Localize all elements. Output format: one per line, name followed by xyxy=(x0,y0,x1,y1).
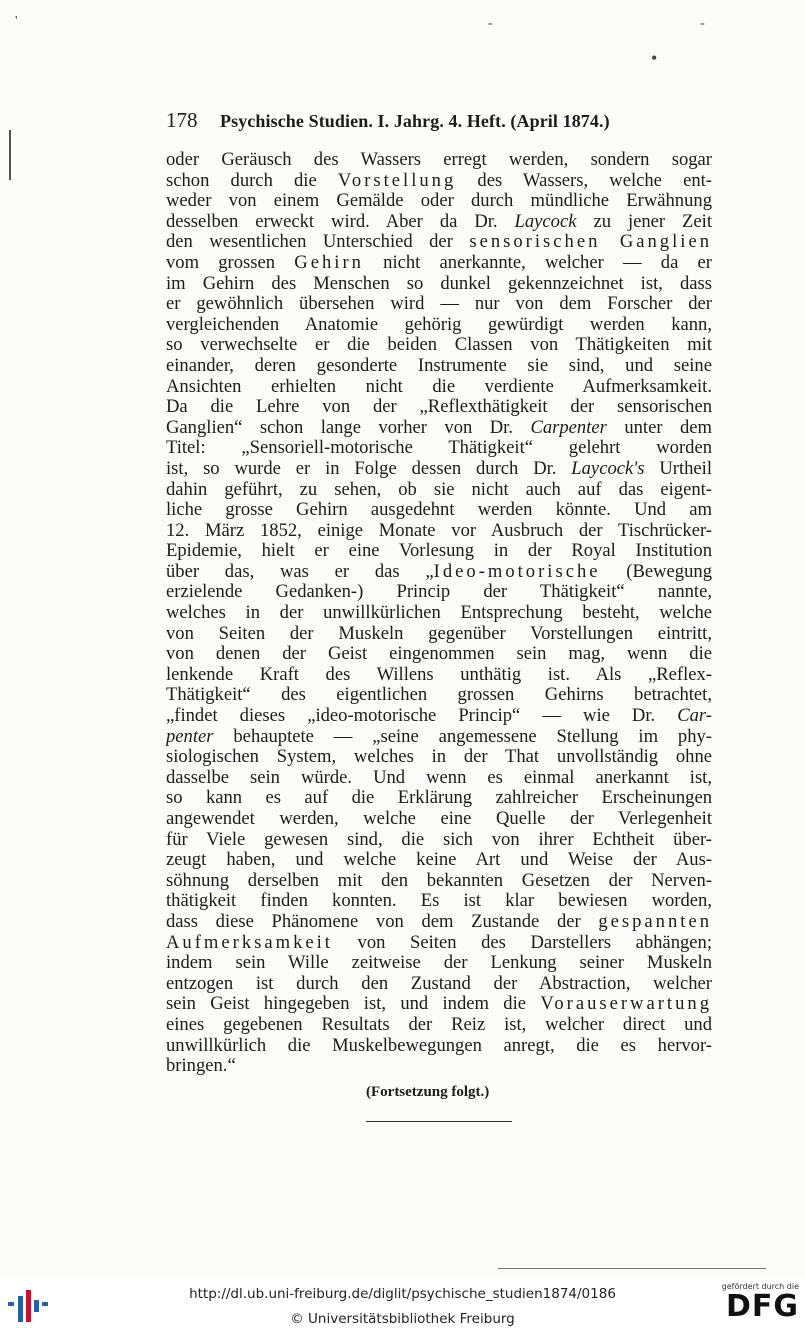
text-segment: „findet dieses „ideo-motorische Princip“ — wie Dr. xyxy=(166,706,678,727)
text-segment: Thätigkeit“ des eigentlichen grossen Gehirns betrachtet, xyxy=(166,685,712,706)
text-segment: erzielende Gedanken-) Princip der Thätigkeit“ nannte, xyxy=(166,582,712,603)
text-segment: Car- xyxy=(677,706,712,727)
text-segment: vom grossen xyxy=(166,252,295,273)
text-line xyxy=(166,891,712,912)
text-line xyxy=(166,1036,712,1057)
text-segment: bringen.“ xyxy=(166,1056,236,1077)
text-segment: zu jener Zeit xyxy=(576,211,712,232)
text-segment: den wesentlichen Unterschied der xyxy=(166,232,470,253)
text-segment: von denen der Geist eingenommen sein mag, wenn die xyxy=(166,644,712,665)
text-line xyxy=(166,356,712,377)
dfg-wordmark: DFG xyxy=(725,1289,799,1324)
text-segment: welches in der unwillkürlichen Entsprechung besteht, welche xyxy=(166,603,712,624)
text-segment: von Seiten des Darstellers abhängen; xyxy=(332,932,712,953)
text-segment: Vorauserwartung xyxy=(540,994,712,1015)
text-segment: Vorstellung xyxy=(337,170,457,191)
text-segment: (Bewegung xyxy=(600,561,712,582)
text-segment: für Viele gewesen sind, die sich von ihrer Echtheit über- xyxy=(166,829,712,850)
text-segment: dass diese Phänomene von dem Zustande der xyxy=(166,911,599,932)
text-line xyxy=(166,582,712,603)
text-segment: dasselbe sein würde. Und wenn es einmal anerkannt ist, xyxy=(166,767,712,788)
text-segment: schon durch die xyxy=(166,170,338,191)
text-segment: sensorischen Ganglien xyxy=(469,232,712,253)
text-segment: 12. März 1852, einige Monate vor Ausbruch der Tischrücker- xyxy=(166,520,712,541)
text-line xyxy=(166,603,712,624)
text-segment: gespannten xyxy=(598,911,712,932)
document-url[interactable]: http://dl.ub.uni-freiburg.de/diglit/psychische_studien1874/0186 xyxy=(189,1286,616,1302)
text-line xyxy=(166,150,712,171)
text-segment: indem sein Wille zeitweise der Lenkung seiner Muskeln xyxy=(166,953,712,974)
text-line xyxy=(166,747,712,768)
running-title: Psychische Studien. I. Jahrg. 4. Heft. (April 1874.) xyxy=(220,111,610,131)
text-line xyxy=(166,974,712,995)
text-line xyxy=(166,624,712,645)
text-segment: Ganglien“ schon lange vorher von Dr. xyxy=(166,417,531,438)
text-segment: weder von einem Gemälde oder durch mündliche Erwähnung xyxy=(166,191,712,212)
text-segment: angewendet werden, welche eine Quelle der Verlegenheit xyxy=(166,809,712,829)
text-line xyxy=(166,809,712,830)
text-segment: sein Geist hingegeben ist, und indem die xyxy=(166,994,541,1015)
text-line xyxy=(166,377,712,398)
text-segment: desselben erweckt wird. Aber da Dr. xyxy=(166,211,515,232)
text-segment: siologischen System, welches in der That unvollständig ohne xyxy=(166,747,712,768)
text-segment: Aufmerksamkeit xyxy=(166,932,333,953)
text-segment: Carpenter xyxy=(530,417,607,438)
text-segment: über das, was er das „ xyxy=(166,561,434,582)
text-segment: Epidemie, hielt er eine Vorlesung in der Royal Institution xyxy=(166,541,712,562)
text-line xyxy=(166,521,712,542)
text-line xyxy=(166,232,712,253)
text-line xyxy=(166,253,712,274)
text-line xyxy=(166,850,712,871)
text-segment: eines gegebenen Resultats der Reiz ist, welcher direct und xyxy=(166,1014,712,1035)
text-segment: nicht anerkannte, welcher — da er xyxy=(363,252,712,273)
text-segment: unwillkürlich die Muskelbewegungen anregt, die es hervor- xyxy=(166,1035,712,1056)
text-segment: er gewöhnlich übersehen wird — nur von dem Forscher der xyxy=(166,294,712,315)
text-line xyxy=(166,438,712,459)
text-segment: Titel: „Sensoriell-motorische Thätigkeit“ gelehrt worden xyxy=(166,438,712,459)
text-line xyxy=(166,644,712,665)
running-header xyxy=(166,108,712,133)
text-segment: Laycock's xyxy=(571,458,645,479)
dfg-caption: gefördert durch die xyxy=(721,1282,799,1291)
text-segment: des Wassers, welche ent- xyxy=(456,170,712,191)
text-segment: unter dem xyxy=(606,417,712,438)
text-line xyxy=(166,1015,712,1036)
text-line xyxy=(166,727,712,748)
text-segment: liche grosse Gehirn ausgedehnt werden könnte. Und am xyxy=(166,500,712,521)
text-line xyxy=(166,191,712,212)
text-line xyxy=(166,830,712,851)
text-line xyxy=(166,418,712,439)
text-line xyxy=(166,480,712,501)
binding-shadow xyxy=(9,130,11,180)
scan-speck: ' xyxy=(15,14,18,29)
text-line xyxy=(166,562,712,583)
text-line xyxy=(166,541,712,562)
body-text xyxy=(166,150,712,1077)
text-segment: zeugt haben, und welche keine Art und Weise der Aus- xyxy=(166,850,712,871)
text-segment: von Seiten der Muskeln gegenüber Vorstellungen eintritt, xyxy=(166,623,712,644)
text-segment: so verwechselte er die beiden Classen von Thätigkeiten mit xyxy=(166,335,712,356)
text-segment: söhnung derselben mit den bekannten Gesetzen der Nerven- xyxy=(166,870,712,891)
text-segment: oder Geräusch des Wassers erregt werden, sondern sogar xyxy=(166,150,712,170)
text-segment: ist, so wurde er in Folge dessen durch Dr. xyxy=(166,458,572,479)
text-line xyxy=(166,685,712,706)
text-line xyxy=(166,459,712,480)
page-number: 178 xyxy=(166,108,198,132)
text-segment: Ansichten erhielten nicht die verdiente Aufmerksamkeit. xyxy=(166,376,712,397)
text-segment: lenkende Kraft des Willens unthätig ist. Als „Reflex- xyxy=(166,664,712,685)
text-line xyxy=(166,912,712,933)
viewer-footer xyxy=(0,1278,805,1333)
text-line xyxy=(166,274,712,295)
text-line xyxy=(166,871,712,892)
text-segment: entzogen ist durch den Zustand der Abstraction, welcher xyxy=(166,973,712,994)
text-line xyxy=(166,171,712,192)
text-line xyxy=(166,397,712,418)
text-line xyxy=(166,212,712,233)
text-line xyxy=(166,933,712,954)
text-line xyxy=(166,1056,712,1077)
text-line xyxy=(166,315,712,336)
text-segment: vergleichenden Anatomie gehörig gewürdigt werden kann, xyxy=(166,314,712,335)
text-segment: einander, deren gesonderte Instrumente sie sind, und seine xyxy=(166,355,712,376)
text-segment: so kann es auf die Erklärung zahlreicher Erscheinungen xyxy=(166,788,712,809)
text-line xyxy=(166,500,712,521)
text-line xyxy=(166,994,712,1015)
text-segment: im Gehirn des Menschen so dunkel gekennzeichnet ist, dass xyxy=(166,273,712,294)
scan-speck: - xyxy=(488,16,493,31)
text-segment: behauptete — „seine angemessene Stellung im phy- xyxy=(213,726,712,747)
text-segment: dahin geführt, zu sehen, ob sie nicht auch auf das eigent- xyxy=(166,479,712,500)
copyright-notice: © Universitätsbibliothek Freiburg xyxy=(290,1311,515,1327)
text-line xyxy=(166,294,712,315)
text-line xyxy=(166,953,712,974)
text-segment: Laycock xyxy=(514,211,577,232)
end-rule xyxy=(366,1121,512,1122)
text-line xyxy=(166,335,712,356)
text-segment: thätigkeit finden konnten. Es ist klar bewiesen worden, xyxy=(166,891,712,912)
dfg-logo xyxy=(707,1282,799,1330)
text-line xyxy=(166,665,712,686)
scan-speck: • xyxy=(651,48,658,68)
text-segment: penter xyxy=(166,726,214,747)
text-line xyxy=(166,768,712,789)
text-line xyxy=(166,706,712,727)
text-segment: Gehirn xyxy=(294,252,364,273)
scan-speck: - xyxy=(700,16,705,31)
text-segment: Da die Lehre von der „Reflexthätigkeit der sensorischen xyxy=(166,397,712,418)
page-bottom-rule xyxy=(498,1268,766,1269)
text-segment: Urtheil xyxy=(644,458,712,479)
continuation-note: (Fortsetzung folgt.) xyxy=(366,1084,490,1100)
text-line xyxy=(166,788,712,809)
text-segment: Ideo-motorische xyxy=(433,561,601,582)
